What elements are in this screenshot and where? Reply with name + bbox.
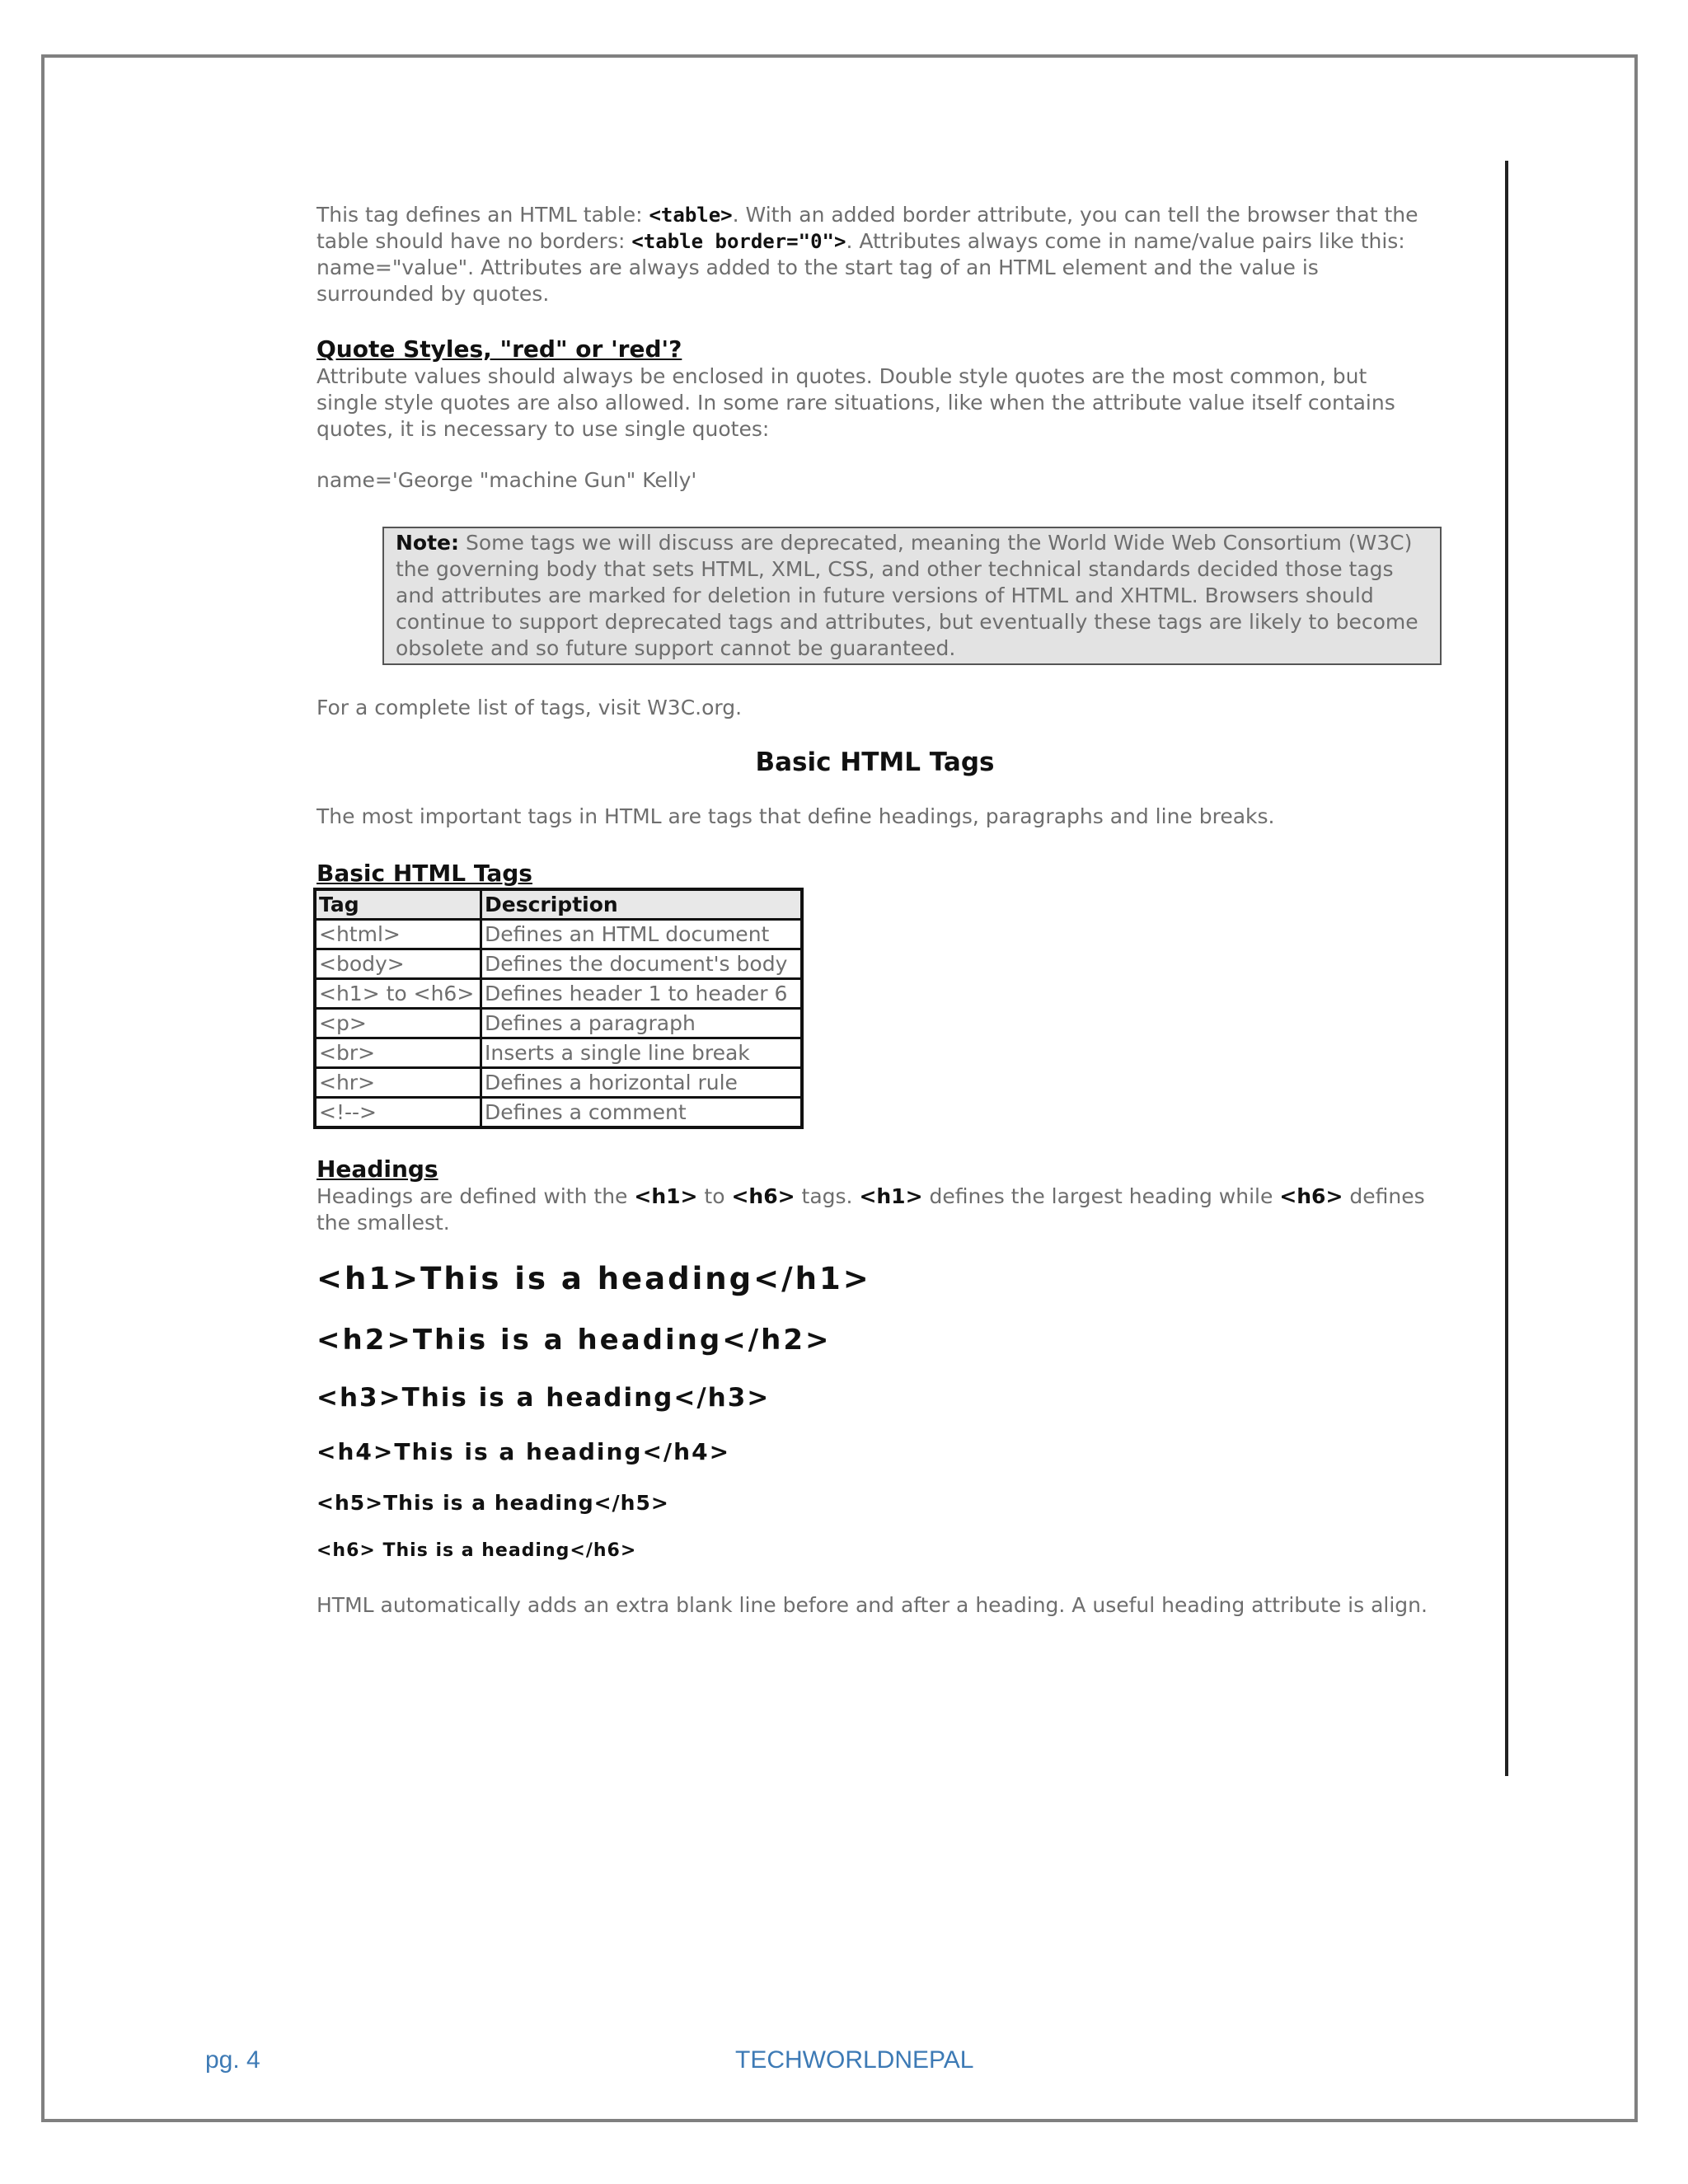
heading-example-h2: <h2>This is a heading</h2>: [316, 1324, 832, 1357]
cell-description: Defines an HTML document: [481, 920, 803, 949]
table-row: [315, 1038, 802, 1068]
quote-styles-paragraph: Attribute values should always be enclosed in quotes. Double style quotes are the most common, but single style quotes are also allowed. In some rare situations, like when the attribute value itself contains quotes, it is necessary to use single quotes:: [316, 364, 1395, 441]
code-table-border: <table border="0">: [631, 230, 846, 253]
headings-tag-2: <h6>: [731, 1184, 795, 1208]
cell-description: Defines a comment: [481, 1098, 803, 1128]
table-row: [315, 1009, 802, 1038]
note-paragraph: [396, 530, 1428, 662]
heading-example-h1: <h1>This is a heading</h1>: [316, 1261, 871, 1296]
headings-text-1: Headings are defined with the: [316, 1184, 635, 1208]
quote-example: name='George "machine Gun" Kelly': [316, 468, 697, 492]
heading-example-h3: <h3>This is a heading</h3>: [316, 1383, 771, 1413]
headings-tag-1: <h1>: [634, 1184, 698, 1208]
page-content: [316, 202, 1433, 1619]
basic-tags-title: Basic HTML Tags: [755, 748, 995, 777]
headings-closing-paragraph: HTML automatically adds an extra blank line before and after a heading. A useful heading attribute is align.: [316, 1593, 1428, 1617]
column-header-tag: Tag: [315, 889, 481, 920]
cell-description: Defines header 1 to header 6: [481, 979, 803, 1009]
headings-tag-3: <h1>: [859, 1184, 923, 1208]
basic-tags-table: [313, 888, 804, 1129]
intro-text-1: This tag defines an HTML table:: [316, 203, 649, 227]
complete-list-text: For a complete list of tags, visit W3C.org.: [316, 696, 743, 719]
column-header-description: Description: [481, 889, 803, 920]
cell-tag: <p>: [315, 1009, 481, 1038]
cell-description: Defines a paragraph: [481, 1009, 803, 1038]
cell-tag: <body>: [315, 949, 481, 979]
code-table-tag: <table>: [649, 204, 733, 227]
intro-text-3: . Attributes always come in name/value pairs like this: name="value". Attributes are always added to the start tag of an HTML element and the value is surrounded by quotes.: [316, 229, 1405, 306]
headings-text-4: defines the largest heading while: [922, 1184, 1280, 1208]
page-number: pg. 4: [205, 2046, 260, 2074]
cell-tag: <hr>: [315, 1068, 481, 1098]
intro-paragraph: [316, 202, 1433, 307]
vertical-rule: [1505, 161, 1508, 1776]
table-row: [315, 949, 802, 979]
footer-site-name: TECHWORLDNEPAL: [735, 2046, 974, 2074]
cell-description: Defines a horizontal rule: [481, 1068, 803, 1098]
table-row: [315, 1068, 802, 1098]
headings-text-2: to: [697, 1184, 732, 1208]
headings-text-3: tags.: [795, 1184, 860, 1208]
table-header-row: [315, 889, 802, 920]
note-label: Note:: [396, 531, 460, 555]
quote-styles-heading: Quote Styles, "red" or 'red'?: [316, 335, 682, 363]
headings-title: Headings: [316, 1155, 438, 1183]
cell-tag: <!-->: [315, 1098, 481, 1128]
headings-tag-4: <h6>: [1279, 1184, 1343, 1208]
cell-tag: <h1> to <h6>: [315, 979, 481, 1009]
cell-description: Defines the document's body: [481, 949, 803, 979]
heading-example-h4: <h4>This is a heading</h4>: [316, 1438, 731, 1465]
basic-tags-intro: The most important tags in HTML are tags that define headings, paragraphs and line breaks.: [316, 804, 1275, 828]
table-caption: Basic HTML Tags: [316, 860, 532, 887]
table-row: [315, 979, 802, 1009]
table-row: [315, 1098, 802, 1128]
heading-example-h5: <h5>This is a heading</h5>: [316, 1491, 669, 1515]
note-text: Some tags we will discuss are deprecated, meaning the World Wide Web Consortium (W3C) the governing body that sets HTML, XML, CSS, and other technical standards decided those tags and attributes are marked for deletion in future versions of HTML and XHTML. Browsers should continue to support deprecated tags and attributes, but eventually these tags are likely to become obsolete and so future support cannot be guaranteed.: [396, 531, 1418, 660]
note-box: [382, 527, 1442, 665]
cell-tag: <html>: [315, 920, 481, 949]
headings-paragraph: [316, 1183, 1433, 1236]
headings-text-5: defines the smallest.: [316, 1184, 1425, 1235]
heading-example-h6: <h6> This is a heading</h6>: [316, 1540, 637, 1561]
table-row: [315, 920, 802, 949]
intro-text-2: . With an added border attribute, you can tell the browser that the table should have no borders:: [316, 203, 1418, 253]
cell-tag: <br>: [315, 1038, 481, 1068]
cell-description: Inserts a single line break: [481, 1038, 803, 1068]
